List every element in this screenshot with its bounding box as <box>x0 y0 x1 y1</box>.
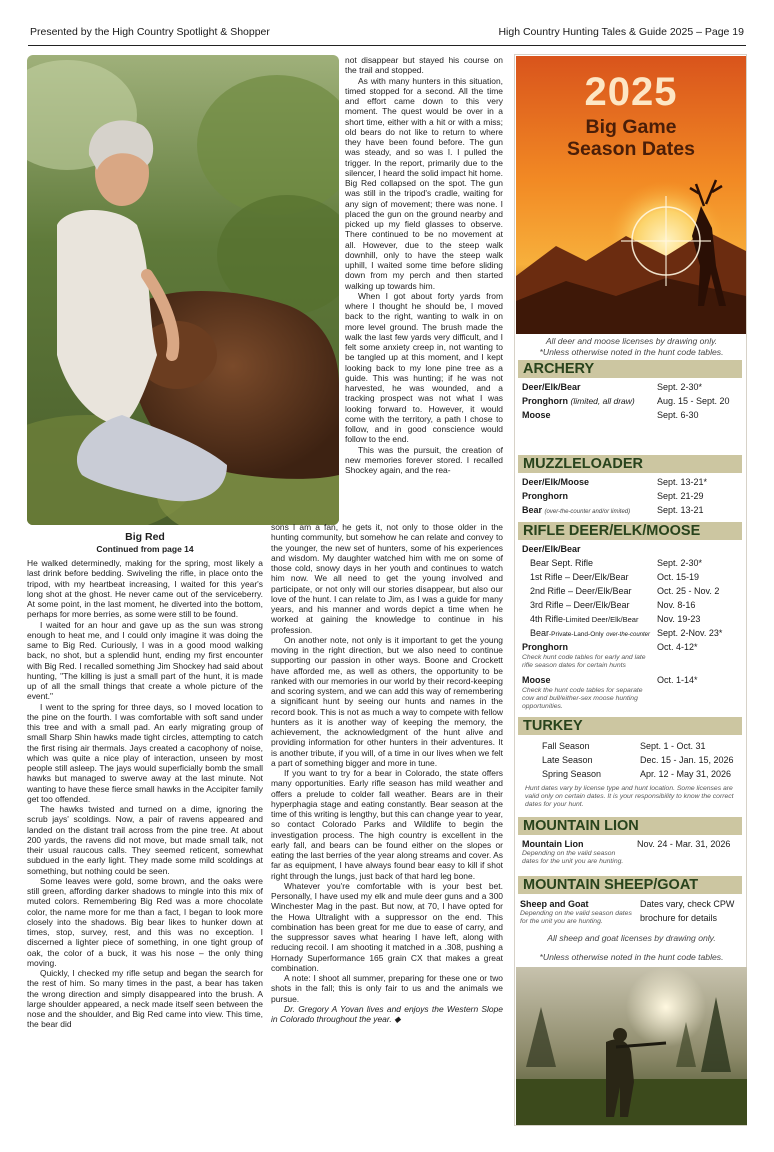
turkey-label: Late Season <box>542 755 593 765</box>
row-label: Bear <box>522 505 543 515</box>
row-qualifier-italic: over-the-counter <box>606 632 651 638</box>
paragraph: sons I am a fan, he gets it, not only to those older in the hunting community, but somehow he can relate and convey to the younger, the new set of hunters, some of his experiences and wisdom. My daughter watched him with me on some of those cold, snowy days in her youth and continues to watch him now. We all need to get the young involved and participate, or not only will our stories disappear, but also our love of the hunt. I can relate to Jim, as I was a guide for many years, and his manner and words depict a time when he worked at gaining the knowledge to continue in his profession. <box>271 522 503 635</box>
row-label: Pronghorn <box>522 396 568 406</box>
row-label: 4th Rifle <box>530 614 564 624</box>
archery-date: Aug. 15 - Sept. 20 <box>657 396 730 406</box>
paragraph: I waited for an hour and gave up as the sun was strong enough to heat me, and I could only imagine it was doing the same to Big Red. Curiously, I was in a good mood walking back, no shot, but a splendid hunt, ending my first encounter with Big Red. I recalled something Jim Shockey had said about hunting, "The killing is just a small part of the hunt, it is made up of all the small things that create a whole picture of the event." <box>27 619 263 702</box>
section-heading-archery: ARCHERY <box>518 360 742 378</box>
rifle-label <box>530 614 638 625</box>
archery-label: Moose <box>522 410 551 420</box>
rifle-date: Sept. 2-30* <box>657 558 703 568</box>
licenses-note: All deer and moose licenses by drawing only. <box>545 336 718 346</box>
paragraph: I went to the spring for three days, so I moved location to the pine on the fourth. I was comfortable with soft sand under this tree and with a small pad. An early migrating group of small Sharp Shin hawks made tight circles, attempting to catch the first rising air thermals. Jays created a cacophony of noise, which was quite a nice play of interaction, unseen by most people still asleep. The jays would superficially bomb the small hawks but managed to swerve away at the last minute. Not wanting to have these fierce small hawks in the Accipiter family get too offended. <box>27 701 263 804</box>
paragraph: A note: I shoot all summer, preparing for these one or two shots in the fall; this is only fair to us and the animals we pursue. <box>271 973 503 1004</box>
author-byline <box>271 1004 503 1025</box>
rifle-pronghorn-date: Oct. 4-12* <box>657 642 698 652</box>
paragraph: not disappear but stayed his course on the trail and stopped. <box>345 55 503 76</box>
caption-continued: Continued from page 14 <box>96 544 194 554</box>
article-column-1 <box>27 558 263 1123</box>
byline-text: Dr. Gregory A Yovan lives and enjoys the Western Slope in Colorado throughout the year. <box>271 1003 503 1024</box>
turkey-label: Fall Season <box>542 741 590 751</box>
photo-caption <box>27 531 263 555</box>
poster-title-line2: Season Dates <box>567 138 695 160</box>
turkey-date: Sept. 1 - Oct. 31 <box>640 741 706 751</box>
rifle-date: Nov. 19-23 <box>657 614 701 624</box>
season-poster <box>516 56 746 334</box>
rifle-pronghorn-label: Pronghorn <box>522 642 568 652</box>
article-column-2-top <box>345 55 503 522</box>
rifle-label: 2nd Rifle – Deer/Elk/Bear <box>530 586 632 596</box>
section-heading-turkey: TURKEY <box>518 717 742 735</box>
muzzleloader-date: Sept. 21-29 <box>657 491 704 501</box>
section-heading-muzzleloader: MUZZLELOADER <box>518 455 742 473</box>
sheep-label: Sheep and Goat <box>520 899 589 909</box>
paragraph: This was the pursuit, the creation of new memories forever stored. I recalled Shockey again, and the rea- <box>345 444 503 475</box>
row-qualifier: -Private-Land-Only <box>549 631 604 638</box>
paragraph: As with many hunters in this situation, timed stopped for a second. All the time and effort came down to this very moment. The quest would be over in a short time, either with a hit or with a miss; old bears do not like to return to where they have been found before. The gun was steady, and so was I. I pulled the trigger. In the report, primarily due to the silencer, I heard the solid impact hit home. Big Red collapsed on the spot. The gun was still in the tripod's cradle, waiting for any sign of movement; there was none. I placed the gun on the ground nearby and picked up my field glasses to observe. There continued to be no movement at all. However, due to the steep walk downhill, only to have the steep walk uphill, I waited some time before sliding down from my perch and then started walking up towards him. <box>345 75 503 291</box>
paragraph: Whatever you're comfortable with is your best bet. Personally, I have used my elk and mule deer guns and a 300 Winchester Mag in the past. But now, at 70, I have opted for the Howa Ultralight with a suppressor on the end. This combination has been great for me due to ease of carry, and the suppressor saves what hearing I have left, along with reducing recoil. I am shooting it matched in a .308, pushing a Hornady Superformance 165 grain CX that makes a great combination. <box>271 880 503 973</box>
rifle-moose-label: Moose <box>522 675 551 685</box>
rifle-moose-date: Oct. 1-14* <box>657 675 698 685</box>
muzzleloader-label: Deer/Elk/Moose <box>522 477 590 487</box>
archery-date: Sept. 2-30* <box>657 382 703 392</box>
muzzleloader-label: Pronghorn <box>522 491 568 501</box>
paragraph: Quickly, I checked my rifle setup and began the search for the rest of him. So many times in the past, a bear has taken the wrong direction and simply disappeared into the brush. A large shoulder appeared, a neck made itself seen between the nose and the shoulder, and Big Red came into view. This time, the bear did <box>27 968 263 1030</box>
caption-title: Big Red <box>125 531 165 543</box>
rifle-date: Sept. 2-Nov. 23* <box>657 628 723 638</box>
paragraph: On another note, not only is it important to get the young moving in the right direction, but we also need to continue supporting our passion in other ways. Boone and Crockett have afforded me, as well as others, the opportunity to be ranked with our memories in our world by their record-keeping and scoring system, and we can add this way of remembering a significant hunt by seeing our hunts and names in the record book. This is not as much a way to compete with fellow hunters as it is another way of keeping the memory, the achievement, the acknowledgment of the hunt alive and providing information for other hunters in their adventures. It is another tribute, if you will, of a time in our lives when we felt a part of something bigger and more in tune. <box>271 634 503 768</box>
turkey-note: Hunt dates vary by license type and hunt location. Some licenses are valid only on certain dates. It is your responsibility to know the correct dates for your hunt. <box>525 785 734 809</box>
paragraph: He walked determinedly, making for the spring, most likely a last drink before bedding. Swiveling the rifle, in place onto the tripod, with my heartbeat increasing, I waited for this year's long shot at the ghost. He never came out of the serviceberry. At some point, in the last moment, he diverted into the bottom, perhaps for more berries, as some were still to be found. <box>27 558 263 620</box>
page-header <box>28 22 746 46</box>
article-column-2-bottom <box>271 522 503 1126</box>
row-qualifier: (limited, all draw) <box>570 396 635 406</box>
row-label: Bear <box>530 628 550 638</box>
paragraph: When I got about forty yards from where I thought he should be, I moved back to the right, wanting to walk in on more level ground. The brush made the walk the last few yards very difficult, and I felt some anxiety creep in, not wanting to be tangled up at this moment, and I kept looking back to my lone pine tree as a guide. This was hunting; if he was not harvested, he was wounded, and a tracking prospect was not what I was looking forward to. However, it would come with the territory, a path I chose to follow, and in good conscience would follow to the end. <box>345 290 503 445</box>
rifle-date: Oct. 15-19 <box>657 572 700 582</box>
sheep-licenses-note: All sheep and goat licenses by drawing only. <box>547 933 716 943</box>
hunter-with-bear-photo <box>27 55 339 525</box>
rifle-moose-note: Check the hunt code tables for separate cow and bull/either-sex moose hunting opportunities. <box>522 687 643 711</box>
muzzleloader-date: Sept. 13-21 <box>657 505 704 515</box>
turkey-date: Dec. 15 - Jan. 15, 2026 <box>640 755 734 765</box>
lion-date: Nov. 24 - Mar. 31, 2026 <box>637 839 731 849</box>
hunter-aiming-photo <box>516 967 747 1125</box>
rifle-label: Bear Sept. Rifle <box>530 558 594 568</box>
turkey-label: Spring Season <box>542 769 602 779</box>
header-page-title: High Country Hunting Tales & Guide 2025 – Page 19 <box>498 26 744 38</box>
row-qualifier: (over-the-counter and/or limited) <box>544 509 631 515</box>
rifle-pronghorn-note: Check hunt code tables for early and late rifle season dates for certain hunts <box>522 654 646 670</box>
archery-date: Sept. 6-30 <box>657 410 699 420</box>
hunt-code-note: *Unless otherwise noted in the hunt code tables. <box>539 952 724 962</box>
end-mark: ◆ <box>394 1014 401 1024</box>
section-heading-rifle: RIFLE DEER/ELK/MOOSE <box>518 522 742 540</box>
turkey-date: Apr. 12 - May 31, 2026 <box>640 769 732 779</box>
poster-year: 2025 <box>584 70 678 114</box>
rifle-date: Oct. 25 - Nov. 2 <box>657 586 720 596</box>
row-qualifier: -Limited Deer/Elk/Bear <box>563 615 639 624</box>
lion-note: Depending on the valid season dates for the unit you are hunting. <box>522 850 624 866</box>
lion-label: Mountain Lion <box>522 839 584 849</box>
muzzleloader-date: Sept. 13-21* <box>657 477 708 487</box>
rifle-group-label: Deer/Elk/Bear <box>522 544 581 554</box>
rifle-date: Nov. 8-16 <box>657 600 696 610</box>
paragraph: The hawks twisted and turned on a dime, ignoring the scrub jays' scoldings. Now, a pair of ravens appeared and landed on the distant trail across from the pine tree. At about 200 yards, the ravens did not move, but made small talk, not their usual raucous calls. They seemed reticent, somewhat subdued in the early light. They made some mild scoldings at something, but nothing could be seen. <box>27 804 263 876</box>
sheep-date: Dates vary, check CPW <box>640 899 735 909</box>
rifle-label: 1st Rifle – Deer/Elk/Bear <box>530 572 629 582</box>
rifle-label <box>530 628 650 641</box>
section-heading-sheep-goat: MOUNTAIN SHEEP/GOAT <box>518 876 742 894</box>
rifle-label: 3rd Rifle – Deer/Elk/Bear <box>530 600 630 610</box>
paragraph: Some leaves were gold, some brown, and the oaks were still green, affording darker shadows to mingle into this mix of muted colors. Remembering Big Red was a more chocolate color, the name more for me than a fact, I began to look more closely into the shadows. Big bear likes to hunker down at times, stop, survey, rest, and this was no exception. I discerned a lighter piece of something, in one tight group of oak, the color of a buck, it was his nose – the only thing moving. <box>27 875 263 968</box>
paragraph: If you want to try for a bear in Colorado, the state offers many opportunities. Early rifle season has mild weather and offers a prelude to colder fall weather. Bears are in their hyperphagia stage and eating constantly. Bear season at the time of this writing is lengthy, but this can change year to year, so contact Colorado Parks and Wildlife to begin the investigation process. The high country is excellent in the early fall, and bears can be found either on the slopes or eating the last berries of the year along streams and cover. As far as equipment, I have always found bear easy to kill if shot right through the lungs, just back of that hard leg bone. <box>271 768 503 881</box>
header-publisher: Presented by the High Country Spotlight & Shopper <box>30 26 270 38</box>
section-heading-mountain-lion: MOUNTAIN LION <box>518 817 742 835</box>
poster-title-line1: Big Game <box>585 116 677 138</box>
muzzleloader-label <box>522 505 630 518</box>
archery-label: Deer/Elk/Bear <box>522 382 581 392</box>
season-dates-panel <box>514 54 747 1126</box>
sheep-note: Depending on the valid season dates for the unit you are hunting. <box>520 910 632 926</box>
hunt-code-note: *Unless otherwise noted in the hunt code tables. <box>539 347 724 357</box>
archery-label <box>522 396 635 407</box>
sheep-date: brochure for details <box>640 913 718 923</box>
poster-title <box>516 116 746 160</box>
